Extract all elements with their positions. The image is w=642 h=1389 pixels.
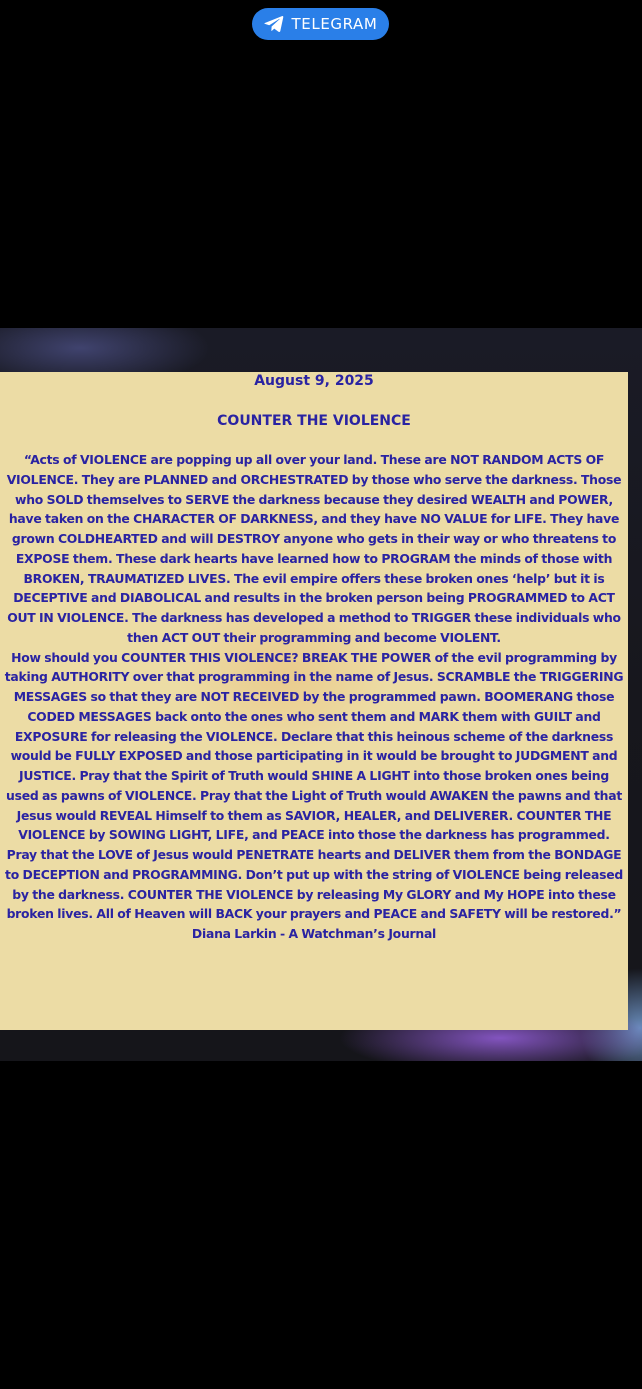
note-date: August 9, 2025 [254,373,374,389]
note-body [4,450,624,944]
journal-note-image [0,372,628,1030]
telegram-source-button[interactable] [252,8,389,40]
note-paragraph-1: “Acts of VIOLENCE are popping up all over your land. These are NOT RANDOM ACTS OF VIOLENCE. They are PLANNED and ORCHESTRATED by those who serve the darkness. Those who SOLD themselves to SERVE the darkness because they desired WEALTH and POWER, have taken on the CHARACTER OF DARKNESS, and they have NO VALUE for LIFE. They have grown COLDHEARTED and will DESTROY anyone who gets in their way or who threatens to EXPOSE them. These dark hearts have learned how to PROGRAM the minds of those with BROKEN, TRAUMATIZED LIVES. The evil empire offers these broken ones ‘help’ but it is DECEPTIVE and DIABOLICAL and results in the broken person being PROGRAMMED to ACT OUT IN VIOLENCE. The darkness has developed a method to TRIGGER these individuals who then ACT OUT their programming and become VIOLENT. [6,452,622,645]
telegram-paper-plane-icon [264,15,284,33]
post-media[interactable] [0,328,642,1061]
note-signature: Diana Larkin - A Watchman’s Journal [191,926,437,941]
note-title: COUNTER THE VIOLENCE [217,413,411,429]
telegram-label: TELEGRAM [291,14,378,33]
note-paragraph-2: How should you COUNTER THIS VIOLENCE? BREAK THE POWER of the evil programming by taking AUTHORITY over that programming in the name of Jesus. SCRAMBLE the TRIGGERING MESSAGES so that they are NOT RECEIVED by the programmed pawn. BOOMERANG those CODED MESSAGES back onto the ones who sent them and MARK them with GUILT and EXPOSURE for releasing the VIOLENCE. Declare that this heinous scheme of the darkness would be FULLY EXPOSED and those participating in it would be brought to JUDGMENT and JUSTICE. Pray that the Spirit of Truth would SHINE A LIGHT into those broken ones being used as pawns of VIOLENCE. Pray that the Light of Truth would AWAKEN the pawns and that Jesus would REVEAL Himself to them as SAVIOR, HEALER, and DELIVERER. COUNTER THE VIOLENCE by SOWING LIGHT, LIFE, and PEACE into those the darkness has programmed. Pray that the LOVE of Jesus would PENETRATE hearts and DELIVER them from the BONDAGE to DECEPTION and PROGRAMMING. Don’t put up with the string of VIOLENCE being released by the darkness. COUNTER THE VIOLENCE by releasing My GLORY and My HOPE into these broken lives. All of Heaven will BACK your prayers and PEACE and SAFETY will be restored.” [4,649,624,922]
